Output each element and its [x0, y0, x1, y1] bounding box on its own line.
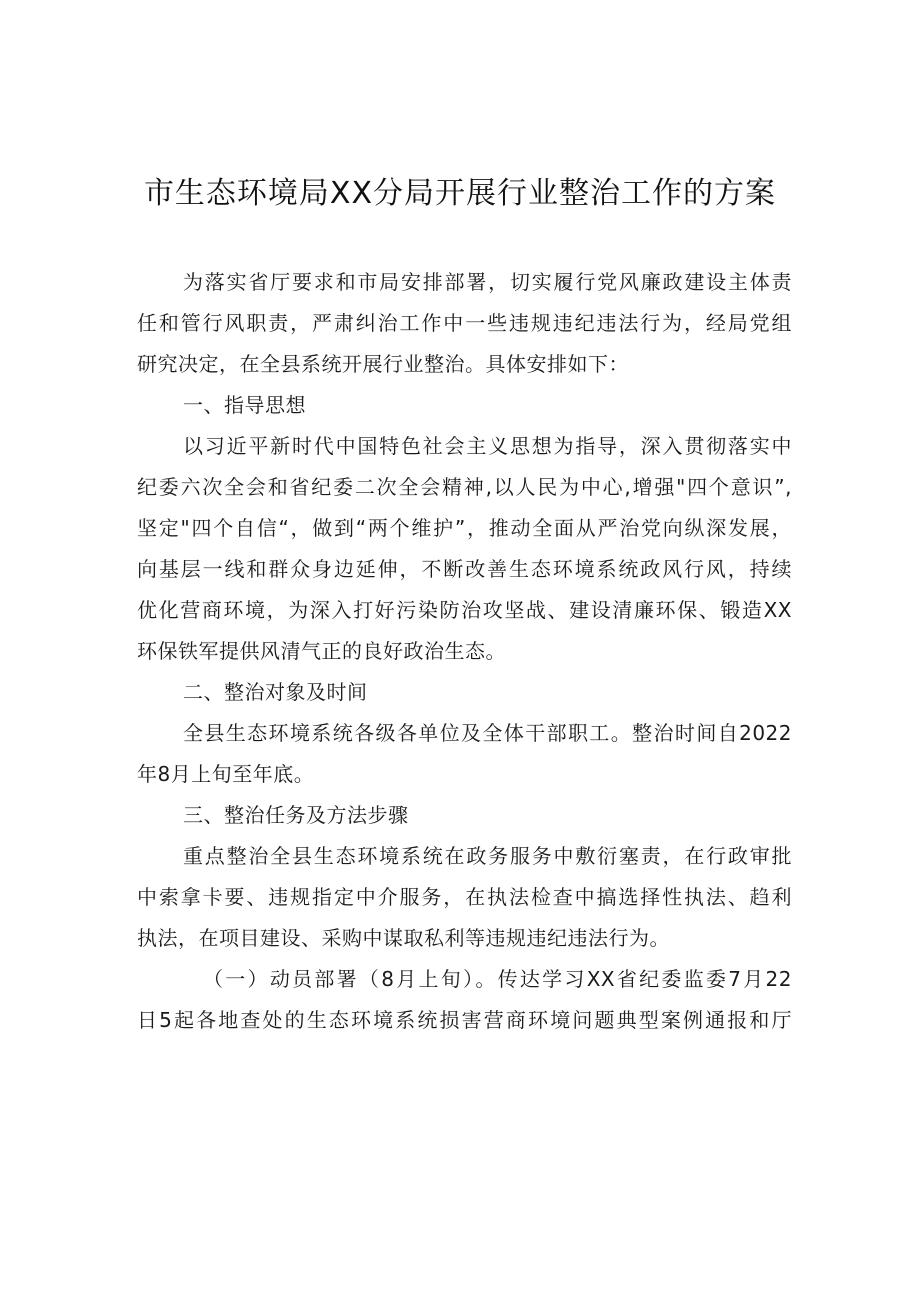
paragraph-line: 向基层一线和群众身边延伸，不断改善生态环境系统政风行风，持续 — [137, 557, 792, 581]
section-heading-tasks-and-steps: 三、整治任务及方法步骤 — [183, 803, 409, 827]
paragraph-line: 研究决定，在全县系统开展行业整治。具体安排如下： — [137, 352, 629, 376]
paragraph-line: 日5起各地查处的生态环境系统损害营商环境问题典型案例通报和厅 — [137, 1008, 792, 1032]
paragraph-line: 环保铁军提供风清气正的良好政治生态。 — [137, 639, 506, 663]
document-body — [137, 262, 792, 1041]
section-heading-guiding-thought: 一、指导思想 — [183, 393, 306, 417]
paragraph-line: 全县生态环境系统各级各单位及全体干部职工。整治时间自2022 — [183, 721, 792, 745]
section-heading-targets-and-time: 二、整治对象及时间 — [183, 680, 368, 704]
paragraph-line: 纪委六次全会和省纪委二次全会精神,以人民为中心,增强"四个意识”, — [137, 475, 792, 499]
paragraph-line: 执法，在项目建设、采购中谋取私利等违规违纪违法行为。 — [137, 926, 670, 950]
paragraph-line: 坚定"四个自信“，做到“两个维护”，推动全面从严治党向纵深发展， — [137, 516, 792, 540]
paragraph-line: 任和管行风职责，严肃纠治工作中一些违规违纪违法行为，经局党组 — [137, 311, 792, 335]
paragraph-line: 以习近平新时代中国特色社会主义思想为指导，深入贯彻落实中 — [183, 434, 792, 458]
paragraph-line: 中索拿卡要、违规指定中介服务，在执法检查中搞选择性执法、趋利 — [137, 885, 792, 909]
paragraph-line: 优化营商环境，为深入打好污染防治攻坚战、建设清廉环保、锻造XX — [137, 598, 792, 622]
paragraph-line: 为落实省厅要求和市局安排部署，切实履行党风廉政建设主体责 — [183, 270, 792, 294]
document-title: 市生态环境局XX分局开展行业整治工作的方案 — [143, 176, 777, 211]
paragraph-line: 重点整治全县生态环境系统在政务服务中敷衍塞责，在行政审批 — [183, 844, 792, 868]
paragraph-line: （一）动员部署（8月上旬）。传达学习XX省纪委监委7月22 — [203, 967, 792, 991]
paragraph-line: 年8月上旬至年底。 — [137, 762, 315, 786]
